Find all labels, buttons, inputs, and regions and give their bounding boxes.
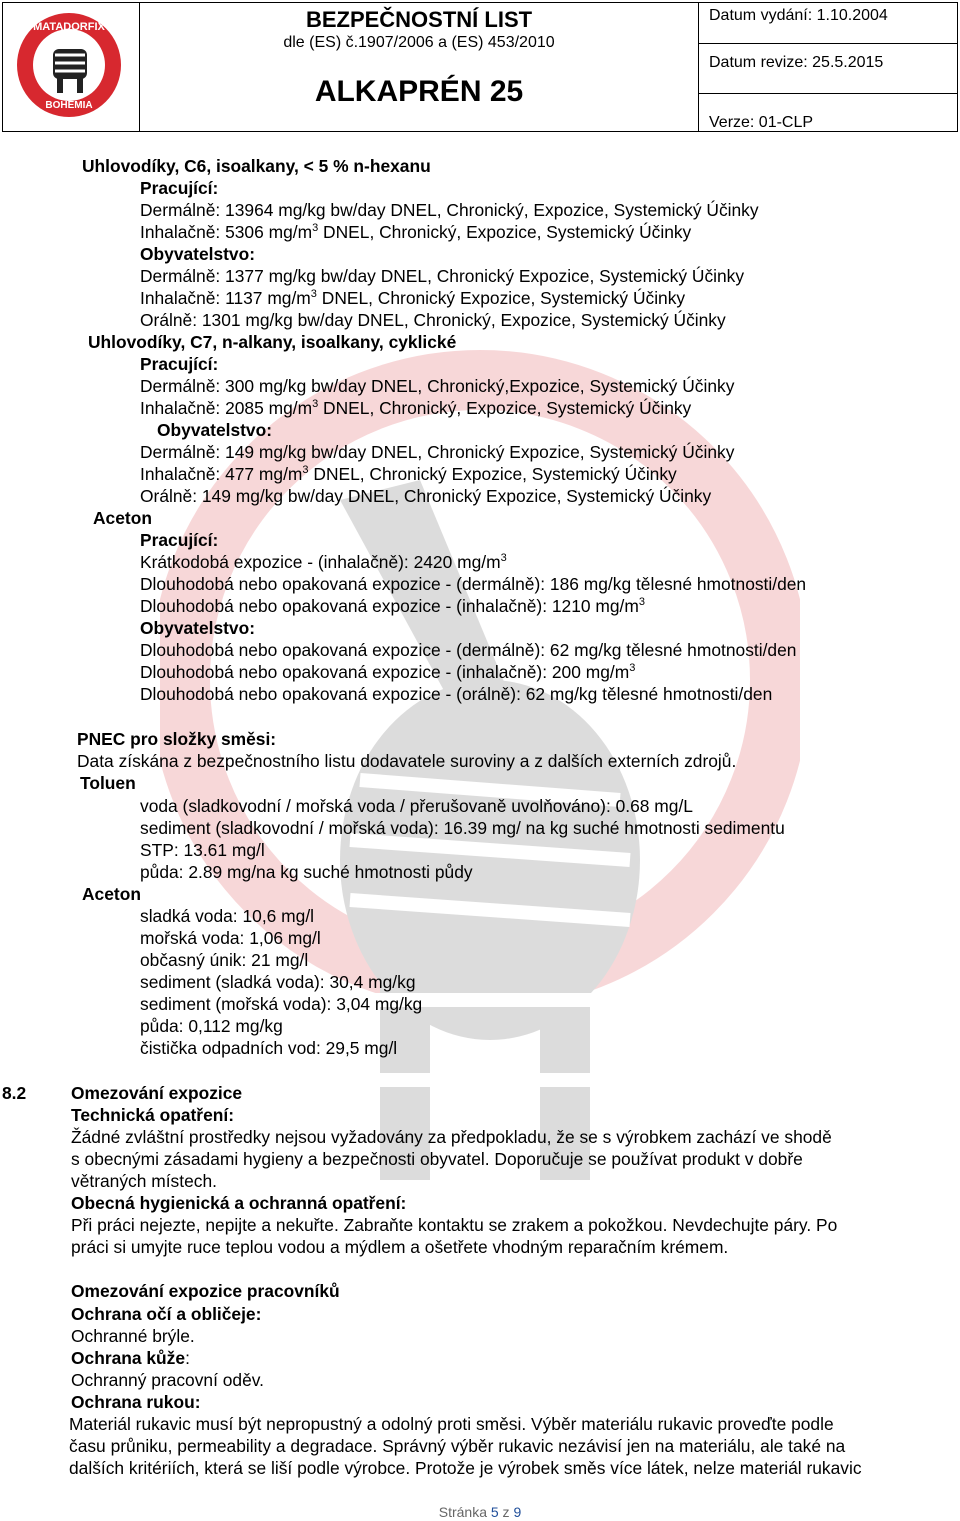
line-text: Žádné zvláštní prostředky nejsou vyžadovány za předpokladu, že se s výrobkem zachází ve shodě — [71, 1127, 832, 1147]
line-text: Aceton — [82, 884, 141, 904]
line-text: Ochrana rukou: — [71, 1392, 201, 1412]
line-text: Dermálně: 1377 mg/kg bw/day DNEL, Chronický Expozice, Systemický Účinky — [140, 266, 745, 286]
line-text: občasný únik: 21 mg/l — [140, 950, 309, 970]
text-line — [140, 530, 218, 550]
text-line — [140, 222, 691, 242]
text-line — [93, 508, 152, 528]
text-line — [2, 1083, 26, 1103]
line-text: s obecnými zásadami hygieny a bezpečnosti obyvatel. Doporučuje se používat produkt v dobře — [71, 1149, 803, 1169]
text-line — [69, 1458, 862, 1478]
line-text: Obecná hygienická a ochranná opatření: — [71, 1193, 407, 1213]
text-line — [140, 596, 645, 616]
line-text: Dlouhodobá nebo opakovaná expozice - (inhalačně): 200 mg/m — [140, 662, 630, 682]
line-text: dalších kritériích, která se liší podle výrobce. Protože je výrobek směs více látek, nelze materiál rukavic — [69, 1458, 862, 1478]
text-line — [140, 906, 314, 926]
text-line — [71, 1281, 340, 1301]
text-line — [71, 1149, 803, 1169]
line-text: Inhalačně: 1137 mg/m — [140, 288, 311, 308]
line-text: mořská voda: 1,06 mg/l — [140, 928, 321, 948]
text-line — [140, 486, 711, 506]
footer-page: 5 — [490, 1504, 499, 1520]
line-text: Dermálně: 13964 mg/kg bw/day DNEL, Chronický, Expozice, Systemický Účinky — [140, 200, 759, 220]
line-text: Inhalačně: 5306 mg/m — [140, 222, 313, 242]
line-text: Dermálně: 149 mg/kg bw/day DNEL, Chronický Expozice, Systemický Účinky — [140, 442, 735, 462]
footer-total: 9 — [513, 1504, 522, 1520]
superscript: 3 — [638, 596, 645, 608]
text-line — [140, 244, 255, 264]
text-line — [140, 442, 734, 462]
line-text: Ochrana kůže — [71, 1348, 186, 1368]
line-text-after: : — [185, 1348, 190, 1368]
superscript: 3 — [312, 222, 319, 234]
regulation-text: dle (ES) č.1907/2006 a (ES) 453/2010 — [283, 34, 555, 51]
matadorfix-logo-icon — [3, 3, 139, 131]
line-text: Uhlovodíky, C7, n-alkany, isoalkany, cyklické — [88, 332, 457, 352]
text-line — [140, 640, 796, 660]
superscript: 3 — [310, 288, 317, 300]
text-line — [140, 376, 734, 396]
line-text: Obyvatelstvo: — [140, 618, 256, 638]
line-text: 8.2 — [2, 1083, 27, 1103]
line-text: Dlouhodobá nebo opakovaná expozice - (dermálně): 62 mg/kg tělesné hmotnosti/den — [140, 640, 797, 660]
text-line — [69, 1436, 845, 1456]
footer-prefix: Stránka — [438, 1504, 491, 1520]
line-text: Omezování expozice pracovníků — [71, 1281, 340, 1301]
line-text: Uhlovodíky, C6, isoalkany, < 5 % n-hexanu — [82, 156, 431, 176]
text-line — [77, 729, 276, 749]
text-line — [140, 464, 677, 484]
superscript: 3 — [500, 552, 507, 564]
text-line — [140, 862, 473, 882]
line-text: Ochrana očí a obličeje: — [71, 1304, 262, 1324]
line-text: Orálně: 1301 mg/kg bw/day DNEL, Chronický, Expozice, Systemický Účinky — [140, 310, 726, 330]
divider — [699, 43, 957, 44]
text-line — [140, 398, 691, 418]
line-text: Ochranný pracovní oděv. — [71, 1370, 265, 1390]
line-text: Toluen — [80, 773, 136, 793]
line-text: Aceton — [93, 508, 152, 528]
issue-date: Datum vydání: 1.10.2004 — [709, 7, 888, 24]
line-text: Dlouhodobá nebo opakovaná expozice - (orálně): 62 mg/kg tělesné hmotnosti/den — [140, 684, 773, 704]
text-line — [71, 1348, 190, 1368]
line-text: voda (sladkovodní / mořská voda / přerušovaně uvolňováno): 0.68 mg/L — [140, 796, 693, 816]
line-text: Obyvatelstvo: — [157, 420, 273, 440]
text-line — [140, 818, 785, 838]
line-text: času průniku, permeability a degradace. Správný výběr rukavic nezávisí jen na materiálu, ale také na — [69, 1436, 846, 1456]
superscript: 3 — [312, 398, 319, 410]
text-line — [71, 1304, 261, 1324]
line-text: Pracující: — [140, 530, 219, 550]
text-line — [140, 796, 693, 816]
text-line — [140, 552, 507, 572]
logo-cell — [3, 3, 140, 131]
line-text: sediment (sladkovodní / mořská voda): 16.39 mg/ na kg suché hmotnosti sedimentu — [140, 818, 785, 838]
line-text: Omezování expozice — [71, 1083, 243, 1103]
text-line — [71, 1392, 201, 1412]
text-line — [140, 200, 759, 220]
line-text: Ochranné brýle. — [71, 1326, 195, 1346]
text-line — [140, 840, 265, 860]
line-text: Krátkodobá expozice - (inhalačně): 2420 mg/m — [140, 552, 501, 572]
text-line — [71, 1215, 837, 1235]
line-text: Pracující: — [140, 178, 219, 198]
line-text: Data získána z bezpečnostního listu dodavatele suroviny a z dalších externích zdrojů. — [77, 751, 737, 771]
line-text: Inhalačně: 2085 mg/m — [140, 398, 313, 418]
text-line — [69, 1414, 834, 1434]
line-text: sediment (sladká voda): 30,4 mg/kg — [140, 972, 416, 992]
text-line — [140, 354, 218, 374]
line-text-after: DNEL, Chronický, Expozice, Systemický Účinky — [318, 222, 692, 242]
text-line — [140, 310, 726, 330]
document-header — [2, 2, 958, 132]
text-line — [140, 950, 308, 970]
line-text: Dlouhodobá nebo opakovaná expozice - (inhalačně): 1210 mg/m — [140, 596, 639, 616]
text-line — [140, 266, 744, 286]
line-text: čistička odpadních vod: 29,5 mg/l — [140, 1038, 398, 1058]
text-line — [71, 1105, 234, 1125]
text-line — [140, 1038, 397, 1058]
text-line — [140, 994, 422, 1014]
text-line — [140, 972, 416, 992]
line-text: Orálně: 149 mg/kg bw/day DNEL, Chronický Expozice, Systemický Účinky — [140, 486, 712, 506]
line-text: STP: 13.61 mg/l — [140, 840, 265, 860]
line-text: Dlouhodobá nebo opakovaná expozice - (dermálně): 186 mg/kg tělesné hmotnosti/den — [140, 574, 807, 594]
text-line — [71, 1326, 195, 1346]
text-line — [71, 1237, 728, 1257]
text-line — [140, 288, 685, 308]
footer-of: z — [498, 1504, 514, 1520]
text-line — [140, 618, 255, 638]
line-text: Pracující: — [140, 354, 219, 374]
text-line — [140, 1016, 283, 1036]
text-line — [140, 662, 635, 682]
dates-cell — [699, 3, 957, 131]
line-text-after: DNEL, Chronický, Expozice, Systemický Účinky — [318, 398, 692, 418]
text-line — [140, 178, 218, 198]
line-text: Dermálně: 300 mg/kg bw/day DNEL, Chronický,Expozice, Systemický Účinky — [140, 376, 735, 396]
line-text-after: DNEL, Chronický Expozice, Systemický Účinky — [308, 464, 677, 484]
text-line — [140, 574, 806, 594]
product-name: ALKAPRÉN 25 — [314, 75, 524, 108]
text-line — [140, 684, 772, 704]
text-line — [140, 928, 321, 948]
line-text: Při práci nejezte, nepijte a nekuřte. Zabraňte kontaktu se zrakem a pokožkou. Nevdechujte páry. Po — [71, 1215, 838, 1235]
revision-date: Datum revize: 25.5.2015 — [709, 54, 884, 71]
line-text: Materiál rukavic musí být nepropustný a odolný proti směsi. Výběr materiálu rukavic proveďte podle — [69, 1414, 834, 1434]
text-line — [71, 1127, 832, 1147]
line-text: větraných místech. — [71, 1171, 217, 1191]
text-line — [77, 751, 736, 771]
line-text: půda: 0,112 mg/kg — [140, 1016, 283, 1036]
line-text: sediment (mořská voda): 3,04 mg/kg — [140, 994, 423, 1014]
text-line — [80, 773, 136, 793]
line-text: PNEC pro složky směsi: — [77, 729, 277, 749]
text-line — [82, 156, 431, 176]
text-line — [157, 420, 272, 440]
title-cell — [140, 3, 699, 131]
superscript: 3 — [302, 464, 309, 476]
text-line — [71, 1370, 264, 1390]
divider — [699, 93, 957, 94]
page-footer — [0, 1504, 960, 1520]
line-text: sladká voda: 10,6 mg/l — [140, 906, 315, 926]
text-line — [82, 884, 141, 904]
line-text-after: DNEL, Chronický Expozice, Systemický Účinky — [316, 288, 686, 308]
line-text: půda: 2.89 mg/na kg suché hmotnosti půdy — [140, 862, 473, 882]
line-text: Technická opatření: — [71, 1105, 234, 1125]
line-text: Inhalačně: 477 mg/m — [140, 464, 303, 484]
text-line — [71, 1171, 217, 1191]
text-line — [71, 1083, 242, 1103]
text-line — [88, 332, 456, 352]
superscript: 3 — [629, 662, 636, 674]
line-text: Obyvatelstvo: — [140, 244, 256, 264]
line-text: práci si umyjte ruce teplou vodou a mýdlem a ošetřete vhodným reparačním krémem. — [71, 1237, 729, 1257]
logo-bottom-text: BOHEMIA — [45, 100, 93, 111]
text-line — [71, 1193, 406, 1213]
version: Verze: 01-CLP — [709, 114, 814, 131]
logo-top-text: MATADORFIX — [33, 21, 105, 33]
document-title: BEZPEČNOSTNÍ LIST — [305, 7, 533, 32]
